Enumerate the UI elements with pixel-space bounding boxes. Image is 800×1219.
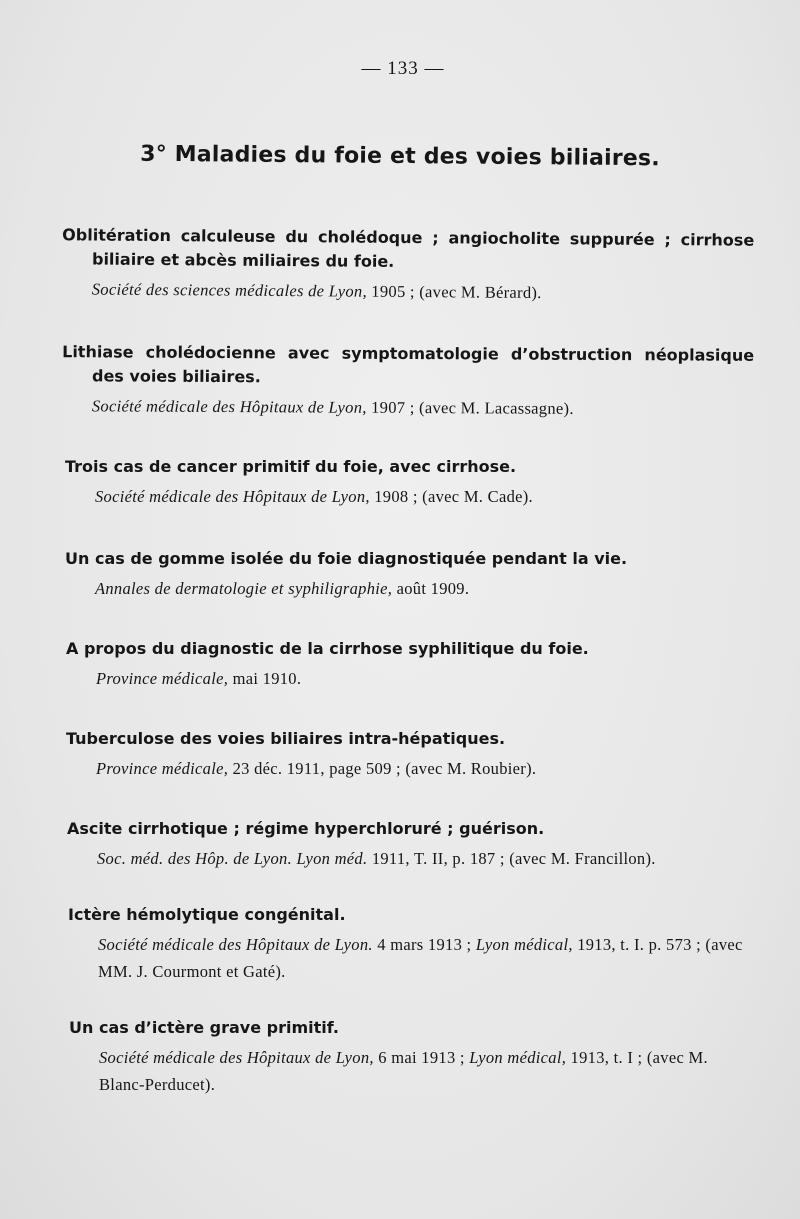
reference-details: 1908 ; (avec M. Cade). xyxy=(369,487,533,506)
journal-name: Annales de dermatologie et syphiligraphie, xyxy=(95,579,393,598)
entry-reference xyxy=(67,845,759,872)
entry-title: A propos du diagnostic de la cirrhose syphilitique du foie. xyxy=(66,639,589,658)
journal-name: Société médicale des Hôpitaux de Lyon, xyxy=(95,487,370,506)
entry-reference xyxy=(69,1044,755,1098)
journal-name: Société médicale des Hôpitaux de Lyon, xyxy=(99,1048,374,1067)
journal-name-secondary: Lyon médical, xyxy=(475,935,573,954)
reference-details: 1911, T. II, p. 187 ; (avec M. Francillon). xyxy=(367,849,656,868)
reference-details: août 1909. xyxy=(392,579,470,598)
entry-title: Ictère hémolytique congénital. xyxy=(68,905,346,924)
bibliography-entry xyxy=(68,903,754,985)
reference-details: 4 mars 1913 ; xyxy=(372,935,476,954)
reference-details: 23 déc. 1911, page 509 ; (avec M. Roubier). xyxy=(228,759,537,778)
bibliography-entry xyxy=(65,547,757,602)
entry-title: Trois cas de cancer primitif du foie, avec cirrhose. xyxy=(65,457,517,476)
entry-title: Un cas de gomme isolée du foie diagnostiquée pendant la vie. xyxy=(65,549,628,568)
bibliography-entry xyxy=(65,455,757,510)
entry-reference xyxy=(66,665,758,692)
section-title: 3° Maladies du foie et des voies biliaires. xyxy=(140,141,660,172)
bibliography-entry xyxy=(69,1016,755,1098)
bibliography-entry xyxy=(67,817,759,872)
entry-reference xyxy=(65,575,757,602)
reference-details: 1905 ; (avec M. Bérard). xyxy=(366,281,542,303)
journal-name: Société médicale des Hôpitaux de Lyon. xyxy=(98,935,373,954)
entry-title: Ascite cirrhotique ; régime hyperchloruré ; guérison. xyxy=(67,819,545,838)
reference-details-secondary: 1913, t. I. p. 573 ; (avec MM. J. Courmont et Gaté). xyxy=(98,935,743,981)
reference-details-secondary: 1913, t. I ; (avec M. Blanc-Perducet). xyxy=(99,1048,708,1094)
journal-name: Province médicale, xyxy=(96,759,229,778)
bibliography-entry xyxy=(66,727,758,782)
entry-reference xyxy=(62,275,754,307)
bibliography-entry xyxy=(62,340,754,423)
journal-name: Soc. méd. des Hôp. de Lyon. Lyon méd. xyxy=(97,849,368,868)
entry-title: Lithiase cholédocienne avec symptomatologie d’obstruction néoplasique des voies biliaires. xyxy=(62,342,755,387)
entry-title: Oblitération calculeuse du cholédoque ; angiocholite suppurée ; cirrhose biliaire et abcès miliaires du foie. xyxy=(62,225,755,271)
reference-details: mai 1910. xyxy=(228,669,302,688)
entry-reference xyxy=(62,392,754,423)
entry-reference xyxy=(65,483,757,510)
entry-reference xyxy=(66,755,758,782)
bibliography-entry xyxy=(62,223,755,307)
journal-name: Province médicale, xyxy=(96,669,229,688)
entry-reference xyxy=(68,931,754,985)
entry-title: Un cas d’ictère grave primitif. xyxy=(69,1018,339,1037)
reference-details: 6 mai 1913 ; xyxy=(373,1048,470,1067)
journal-name: Société des sciences médicales de Lyon, xyxy=(91,279,367,301)
journal-name: Société médicale des Hôpitaux de Lyon, xyxy=(91,396,367,417)
page-number: — 133 — xyxy=(361,58,445,79)
entry-title: Tuberculose des voies biliaires intra-hépatiques. xyxy=(66,729,506,748)
journal-name-secondary: Lyon médical, xyxy=(469,1048,567,1067)
bibliography-entry xyxy=(66,637,758,692)
reference-details: 1907 ; (avec M. Lacassagne). xyxy=(366,397,574,418)
